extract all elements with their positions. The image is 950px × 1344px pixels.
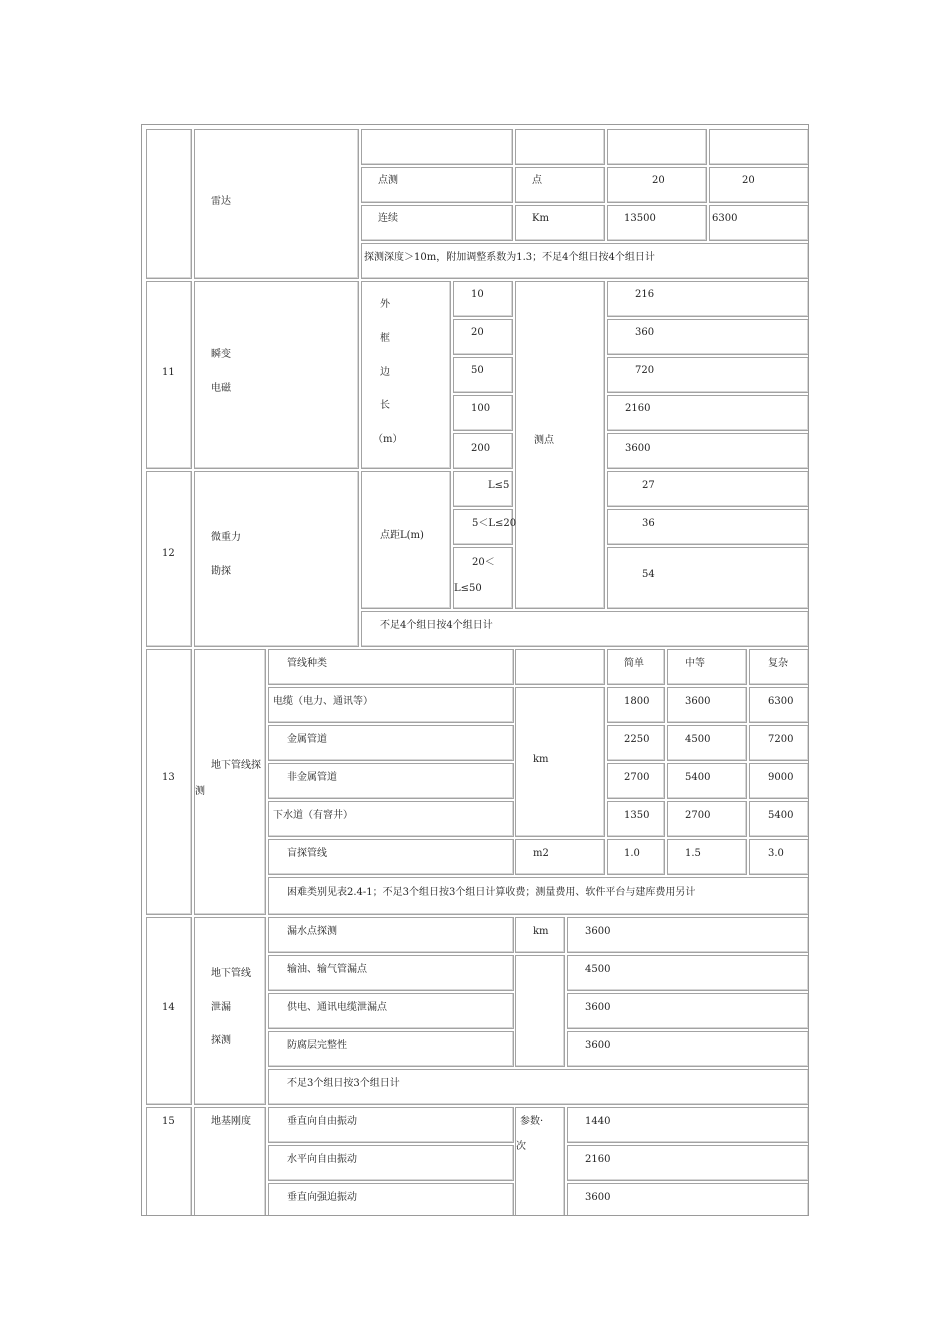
table-cell <box>667 801 747 837</box>
value: 3600 <box>625 443 651 454</box>
table-cell <box>268 725 514 761</box>
value: 4500 <box>585 964 611 975</box>
value: 27 <box>642 480 655 491</box>
table-cell <box>268 839 514 875</box>
table-cell <box>268 763 514 799</box>
table-cell <box>453 281 513 317</box>
value: 3600 <box>585 926 611 937</box>
note-cell <box>268 1069 809 1105</box>
value: 1800 <box>624 696 650 707</box>
table-cell <box>268 993 514 1029</box>
item-cell-radar <box>194 129 359 279</box>
item-cell <box>194 917 266 1105</box>
size-value: 50 <box>471 365 484 376</box>
table-cell <box>361 129 513 165</box>
value: 1350 <box>624 810 650 821</box>
header-cell <box>667 649 747 685</box>
table-cell <box>268 1031 514 1067</box>
table-cell <box>607 839 665 875</box>
unit-cell <box>515 917 565 953</box>
table-cell <box>607 433 809 469</box>
note-text: 不足4个组日按4个组日计 <box>380 620 493 631</box>
table-cell <box>607 205 707 241</box>
item-name: 微重力 <box>211 532 241 543</box>
param-label: 长 <box>380 400 390 411</box>
table-cell <box>667 839 747 875</box>
unit-label: km <box>533 926 549 937</box>
param-label: 点距L(m) <box>380 530 424 541</box>
table-cell <box>749 687 809 723</box>
column-header: 中等 <box>685 658 705 669</box>
row-label: 漏水点探测 <box>287 926 337 937</box>
item-name: 勘探 <box>211 566 231 577</box>
value: 4500 <box>685 734 711 745</box>
item-number: 12 <box>162 548 175 559</box>
column-header: 复杂 <box>768 658 788 669</box>
row-label: 电缆（电力、通讯等） <box>273 696 373 707</box>
value: 5400 <box>685 772 711 783</box>
row-label: 输油、输气管漏点 <box>287 964 367 975</box>
unit-label: m2 <box>533 848 549 859</box>
table-cell <box>453 319 513 355</box>
table-cell <box>607 281 809 317</box>
no-cell <box>146 281 192 469</box>
table-cell <box>667 725 747 761</box>
table-cell <box>749 801 809 837</box>
table-cell <box>607 547 809 609</box>
range-label: 20＜ <box>472 557 495 568</box>
param-label: （m） <box>373 434 403 445</box>
method-label: 连续 <box>378 213 398 224</box>
size-value: 10 <box>471 289 484 300</box>
header-cell <box>515 649 605 685</box>
value: 54 <box>642 569 655 580</box>
item-number: 13 <box>162 772 175 783</box>
size-value: 200 <box>471 443 491 454</box>
value: 6300 <box>712 213 738 224</box>
table-cell <box>749 763 809 799</box>
table-cell <box>268 1183 514 1216</box>
item-number: 15 <box>162 1116 175 1127</box>
unit-label: 测点 <box>534 435 554 446</box>
item-number: 14 <box>162 1002 175 1013</box>
value: 1.5 <box>685 848 701 859</box>
value: 2160 <box>585 1154 611 1165</box>
row-label: 下水道（有窨井） <box>273 810 353 821</box>
value: 1.0 <box>624 848 640 859</box>
table-cell <box>453 547 513 609</box>
table-cell <box>567 1145 809 1181</box>
table-cell <box>453 471 513 507</box>
unit-label: 参数· <box>520 1116 544 1127</box>
table-cell <box>361 167 513 203</box>
row-label: 盲探管线 <box>287 848 327 859</box>
table-cell <box>268 917 514 953</box>
unit-cell <box>515 1107 565 1216</box>
no-cell-radar <box>146 129 192 279</box>
note-cell <box>361 611 809 647</box>
no-cell <box>146 471 192 647</box>
table-cell <box>607 395 809 431</box>
size-value: 100 <box>471 403 491 414</box>
table-cell <box>709 167 809 203</box>
value: 20 <box>652 175 665 186</box>
item-name: 雷达 <box>211 196 231 207</box>
range-label: L≤50 <box>454 583 482 594</box>
value: 2250 <box>624 734 650 745</box>
table-cell <box>268 1107 514 1143</box>
column-header: 简单 <box>624 658 644 669</box>
table-cell <box>567 955 809 991</box>
table-cell <box>709 129 809 165</box>
value: 2160 <box>625 403 651 414</box>
fee-table <box>141 124 809 1216</box>
unit-label: 点 <box>532 175 542 186</box>
column-header: 管线种类 <box>287 658 327 669</box>
item-name: 电磁 <box>211 383 231 394</box>
value: 9000 <box>768 772 794 783</box>
table-cell <box>607 319 809 355</box>
item-name: 瞬变 <box>211 349 231 360</box>
unit-cell <box>515 687 605 837</box>
note-cell <box>361 243 809 279</box>
value: 6300 <box>768 696 794 707</box>
no-cell <box>146 917 192 1105</box>
value: 1440 <box>585 1116 611 1127</box>
table-cell <box>515 205 605 241</box>
table-cell <box>567 1031 809 1067</box>
table-cell <box>453 395 513 431</box>
row-label: 垂直向强迫振动 <box>287 1192 357 1203</box>
table-cell <box>453 357 513 393</box>
table-cell <box>607 687 665 723</box>
param-label: 外 <box>380 299 390 310</box>
table-cell <box>709 205 809 241</box>
table-cell <box>268 1145 514 1181</box>
table-cell <box>749 725 809 761</box>
value: 3.0 <box>768 848 784 859</box>
row-label: 金属管道 <box>287 734 327 745</box>
range-label: L≤5 <box>488 480 510 491</box>
note-text: 不足3个组日按3个组日计 <box>287 1078 400 1089</box>
note-text: 困难类别见表2.4-1；不足3个组日按3个组日计算收费；测量费用、软件平台与建库费用另计 <box>287 887 696 898</box>
table-cell <box>567 1183 809 1216</box>
value: 2700 <box>624 772 650 783</box>
param-cell <box>361 471 451 609</box>
item-name: 泄漏 <box>211 1002 231 1013</box>
no-cell <box>146 1107 192 1216</box>
table-cell <box>515 167 605 203</box>
value: 360 <box>635 327 655 338</box>
value: 3600 <box>685 696 711 707</box>
header-cell <box>268 649 514 685</box>
item-cell <box>194 471 359 647</box>
table-cell <box>268 687 514 723</box>
table-cell <box>361 205 513 241</box>
table-cell <box>667 763 747 799</box>
no-cell <box>146 649 192 915</box>
table-cell <box>749 839 809 875</box>
param-label: 边 <box>380 367 390 378</box>
row-label: 水平向自由振动 <box>287 1154 357 1165</box>
row-label: 垂直向自由振动 <box>287 1116 357 1127</box>
value: 3600 <box>585 1040 611 1051</box>
table-cell <box>607 129 707 165</box>
value: 3600 <box>585 1192 611 1203</box>
unit-label: Km <box>532 213 549 224</box>
item-cell <box>194 649 266 915</box>
table-cell <box>607 167 707 203</box>
value: 36 <box>642 518 655 529</box>
item-cell <box>194 1107 266 1216</box>
value: 216 <box>635 289 655 300</box>
value: 720 <box>635 365 655 376</box>
item-name: 地下管线 <box>211 968 251 979</box>
table-cell <box>667 687 747 723</box>
value: 2700 <box>685 810 711 821</box>
unit-cell <box>515 281 605 609</box>
header-cell <box>607 649 665 685</box>
item-name: 地基刚度 <box>211 1116 251 1127</box>
table-cell <box>607 801 665 837</box>
table-cell <box>607 471 809 507</box>
table-cell <box>453 433 513 469</box>
item-number: 11 <box>162 367 175 378</box>
value: 5400 <box>768 810 794 821</box>
value: 7200 <box>768 734 794 745</box>
table-cell <box>268 801 514 837</box>
range-label: 5＜L≤20 <box>472 518 517 529</box>
header-cell <box>749 649 809 685</box>
value: 3600 <box>585 1002 611 1013</box>
item-name: 地下管线探 <box>211 760 261 771</box>
table-cell <box>268 955 514 991</box>
table-cell <box>607 509 809 545</box>
row-label: 非金属管道 <box>287 772 337 783</box>
value: 13500 <box>624 213 656 224</box>
table-cell <box>453 509 517 545</box>
unit-label: 次 <box>516 1141 526 1152</box>
item-cell <box>194 281 359 469</box>
table-cell <box>607 357 809 393</box>
table-cell <box>515 129 605 165</box>
method-label: 点测 <box>378 175 398 186</box>
note-cell <box>268 877 809 915</box>
table-cell <box>567 1107 809 1143</box>
table-cell <box>607 725 665 761</box>
param-label: 框 <box>380 333 390 344</box>
item-name: 探测 <box>211 1035 231 1046</box>
size-value: 20 <box>471 327 484 338</box>
row-label: 防腐层完整性 <box>287 1040 347 1051</box>
table-cell <box>607 763 665 799</box>
unit-cell <box>515 955 565 1067</box>
value: 20 <box>742 175 755 186</box>
item-name: 测 <box>195 786 205 797</box>
unit-cell <box>515 839 605 875</box>
table-cell <box>567 993 809 1029</box>
unit-label: km <box>533 754 549 765</box>
table-cell <box>567 917 809 953</box>
param-cell <box>361 281 451 469</box>
row-label: 供电、通讯电缆泄漏点 <box>287 1002 387 1013</box>
note-text: 探测深度＞10m，附加调整系数为1.3；不足4个组日按4个组日计 <box>364 252 655 263</box>
